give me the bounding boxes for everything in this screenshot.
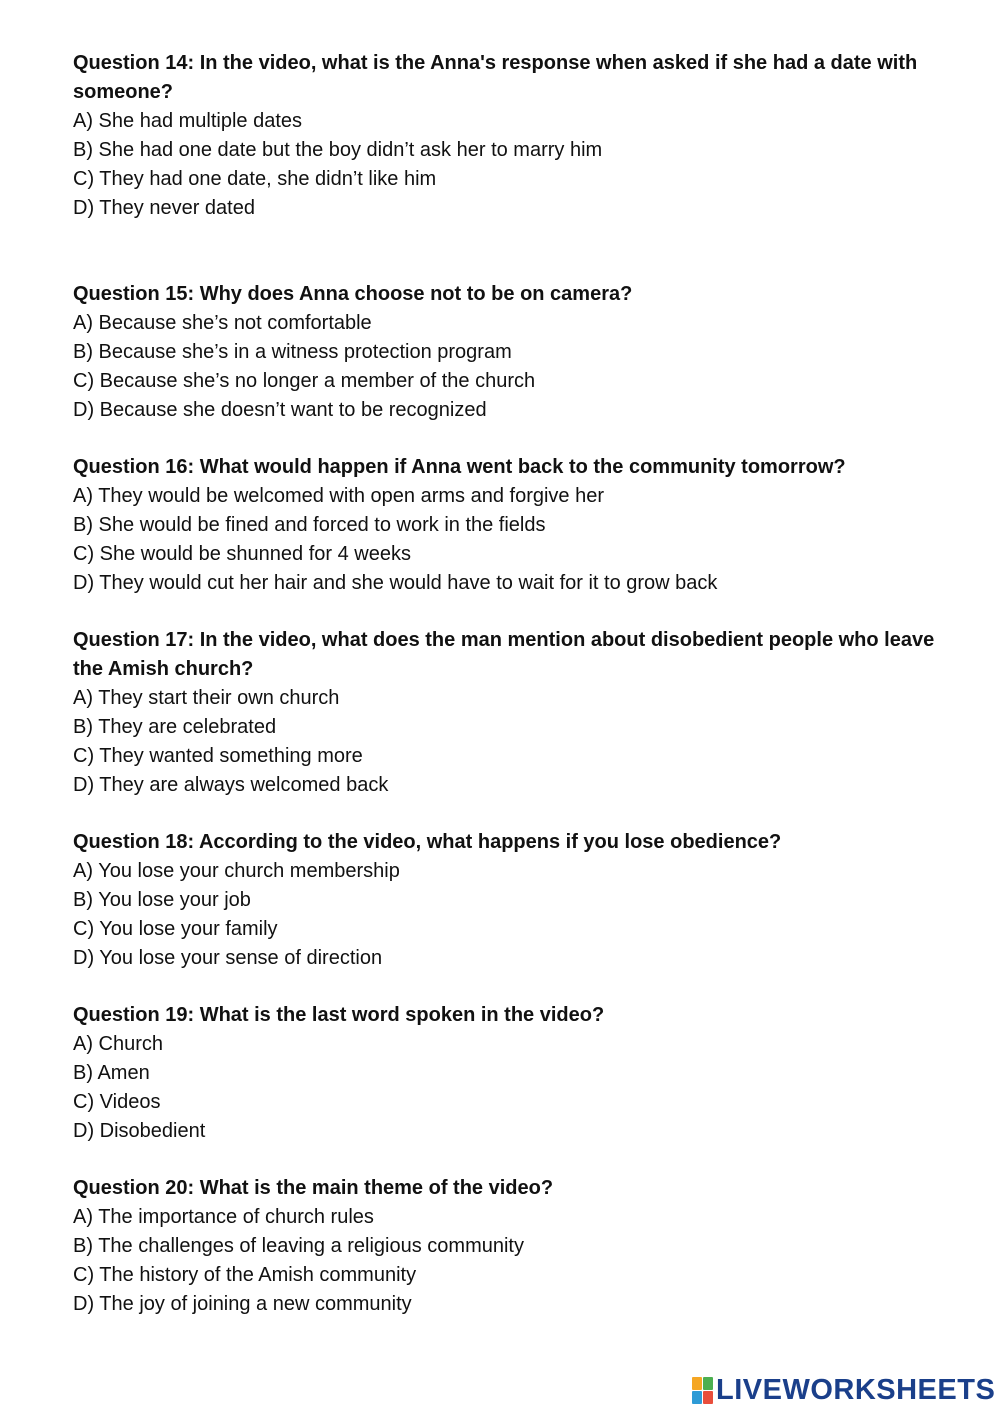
question-16	[73, 453, 953, 598]
question-title: Question 20: What is the main theme of the video?	[73, 1177, 554, 1199]
answer-option[interactable]: D) You lose your sense of direction	[73, 947, 383, 969]
question-title: Question 16: What would happen if Anna went back to the community tomorrow?	[73, 456, 846, 478]
answer-option[interactable]: B) She had one date but the boy didn’t ask her to marry him	[73, 139, 603, 161]
question-20	[73, 1174, 953, 1319]
answer-option[interactable]: D) They never dated	[73, 197, 255, 219]
answer-option[interactable]: D) Because she doesn’t want to be recognized	[73, 399, 487, 421]
answer-option[interactable]: A) Church	[73, 1033, 164, 1055]
answer-option[interactable]: A) They would be welcomed with open arms and forgive her	[73, 485, 605, 507]
liveworksheets-logo-icon	[692, 1377, 712, 1403]
question-15	[73, 280, 953, 425]
answer-option[interactable]: A) She had multiple dates	[73, 110, 303, 132]
answer-option[interactable]: A) The importance of church rules	[73, 1206, 374, 1228]
answer-option[interactable]: D) The joy of joining a new community	[73, 1293, 412, 1315]
answer-option[interactable]: C) The history of the Amish community	[73, 1264, 417, 1286]
question-14	[73, 49, 953, 223]
answer-option[interactable]: C) She would be shunned for 4 weeks	[73, 543, 411, 565]
answer-option[interactable]: B) Because she’s in a witness protection program	[73, 341, 512, 363]
answer-option[interactable]: A) Because she’s not comfortable	[73, 312, 372, 334]
answer-option[interactable]: C) They had one date, she didn’t like him	[73, 168, 437, 190]
answer-option[interactable]: B) Amen	[73, 1062, 150, 1084]
answer-option[interactable]: A) You lose your church membership	[73, 860, 400, 882]
answer-option[interactable]: C) You lose your family	[73, 918, 278, 940]
answer-option[interactable]: D) Disobedient	[73, 1120, 206, 1142]
answer-option[interactable]: C) They wanted something more	[73, 745, 363, 767]
answer-option[interactable]: B) They are celebrated	[73, 716, 277, 738]
answer-option[interactable]: B) The challenges of leaving a religious community	[73, 1235, 524, 1257]
answer-option[interactable]: B) She would be fined and forced to work in the fields	[73, 514, 546, 536]
question-title: Question 15: Why does Anna choose not to be on camera?	[73, 283, 633, 305]
question-17	[73, 626, 953, 800]
liveworksheets-logo	[692, 1372, 995, 1408]
logo-text: LIVEWORKSHEETS	[716, 1373, 996, 1406]
question-title: Question 14: In the video, what is the Anna's response when asked if she had a date with someone?	[73, 52, 918, 103]
question-title: Question 17: In the video, what does the man mention about disobedient people who leave the Amish church?	[73, 629, 935, 680]
answer-option[interactable]: C) Videos	[73, 1091, 161, 1113]
answer-option[interactable]: D) They are always welcomed back	[73, 774, 389, 796]
answer-option[interactable]: C) Because she’s no longer a member of the church	[73, 370, 536, 392]
question-title: Question 19: What is the last word spoken in the video?	[73, 1004, 605, 1026]
question-title: Question 18: According to the video, what happens if you lose obedience?	[73, 831, 782, 853]
answer-option[interactable]: B) You lose your job	[73, 889, 251, 911]
worksheet-page	[73, 49, 953, 1319]
answer-option[interactable]: D) They would cut her hair and she would have to wait for it to grow back	[73, 572, 718, 594]
question-19	[73, 1001, 953, 1146]
answer-option[interactable]: A) They start their own church	[73, 687, 340, 709]
question-18	[73, 828, 953, 973]
